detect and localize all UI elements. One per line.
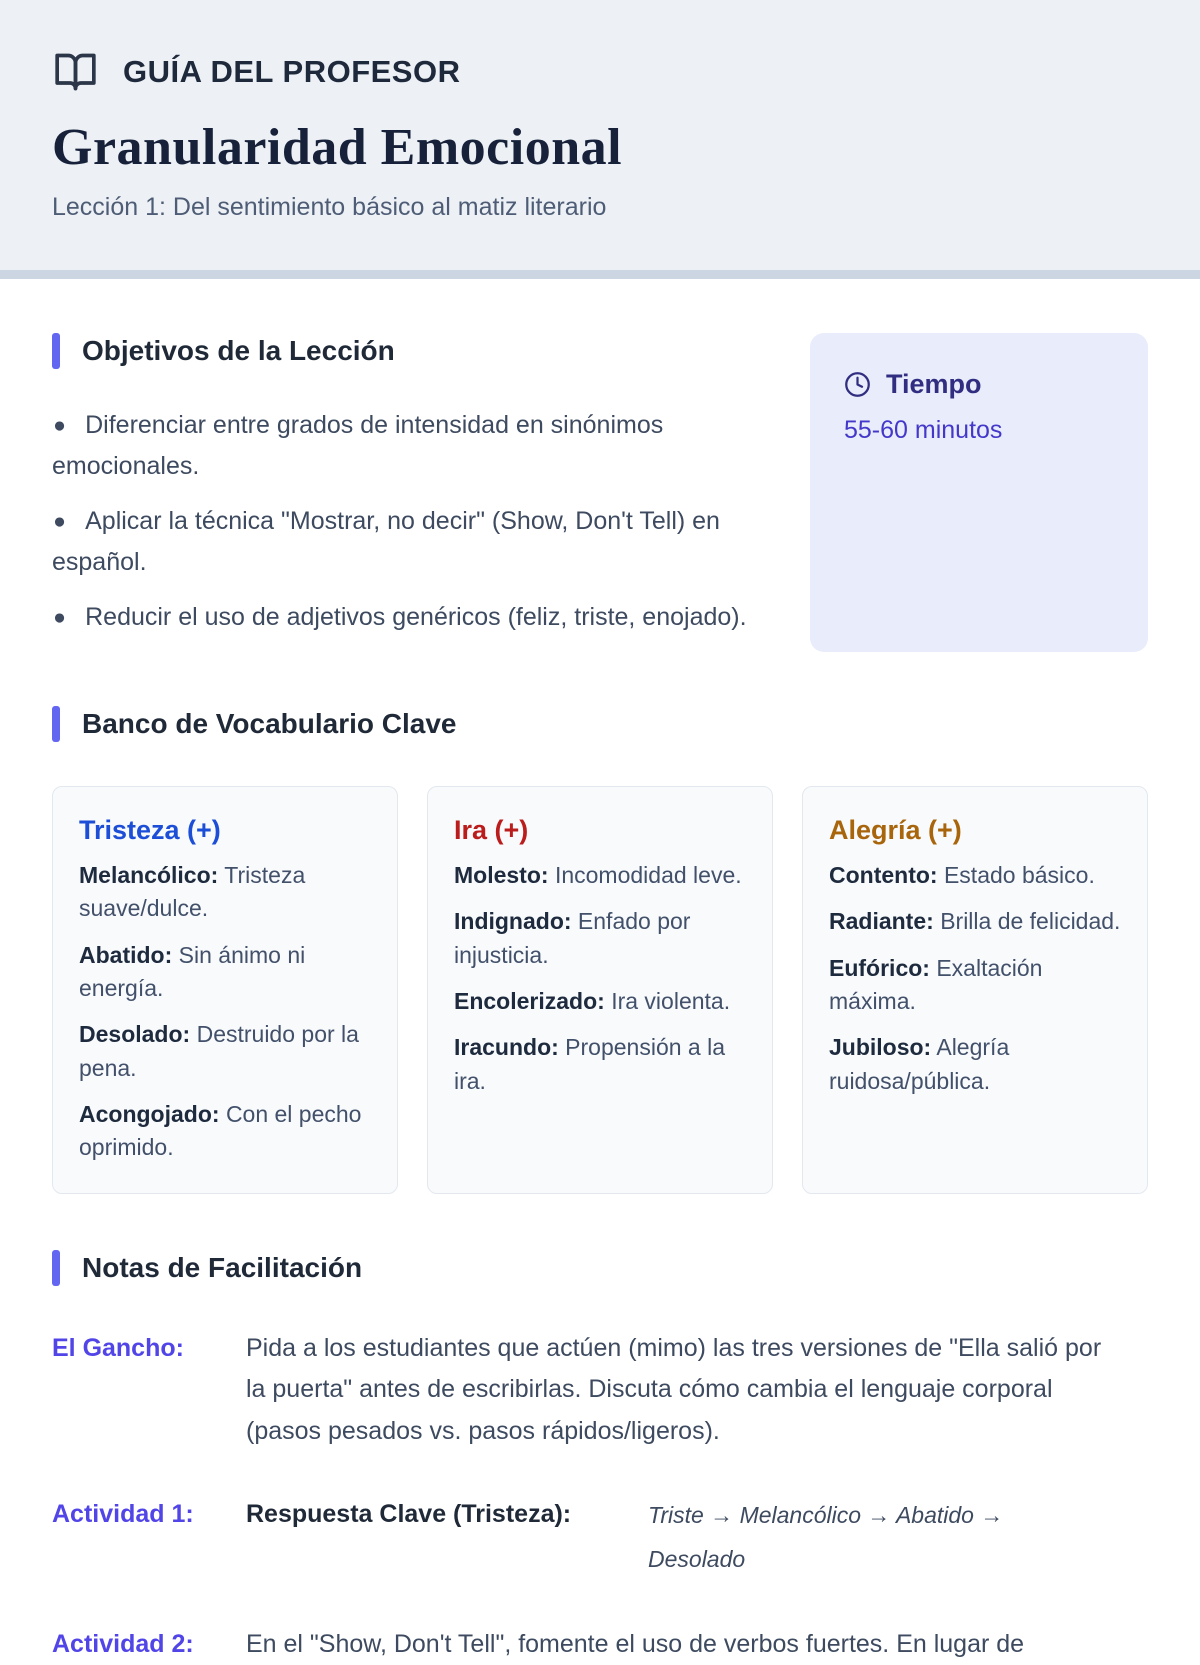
note-row-gancho [52,1328,1148,1453]
vocab-card-title: Tristeza (+) [79,815,221,845]
note-text: En el "Show, Don't Tell", fomente el uso de verbos fuertes. En lugar de [246,1629,1025,1658]
vocab-term [829,1031,1121,1098]
term-desc: Con el pecho oprimido. [79,1101,362,1161]
term-desc: Incomodidad leve. [554,862,742,888]
objective-item [52,597,768,638]
page-title: Granularidad Emocional [52,119,623,176]
vocab-card-title: Alegría (+) [829,815,962,845]
page-subtitle: Lección 1: Del sentimiento básico al matiz literario [52,193,607,221]
objectives-list [52,405,768,638]
page-header [0,0,1200,279]
term-desc: Propensión a la ira. [454,1034,726,1094]
vocab-term [79,939,371,1006]
term-desc: Exaltación máxima. [829,954,1043,1015]
vocab-term [454,905,746,972]
objectives-heading-row [52,333,768,369]
term-name: Contento: [829,862,938,888]
vocab-term [454,859,746,892]
bullet-icon: ● [53,413,66,437]
accent-bar [52,706,60,742]
term-name: Melancólico: [79,862,219,888]
term-name: Acongojado: [79,1101,220,1128]
objectives-section [52,333,1148,652]
notes-heading: Notas de Facilitación [82,1251,363,1283]
vocab-term [454,1031,746,1098]
objective-item [52,501,768,583]
note-row-actividad-1 [52,1494,1148,1581]
term-name: Encolerizado: [454,988,605,1015]
vocabulary-heading: Banco de Vocabulario Clave [82,708,457,739]
objective-item [52,405,768,487]
term-desc: Alegría ruidosa/pública. [829,1034,1010,1094]
term-desc: Enfado por injusticia. [454,908,691,968]
clock-icon [844,371,871,398]
vocab-term [454,985,746,1018]
term-name: Abatido: [79,941,173,968]
accent-bar [52,333,60,369]
main-content [0,279,1200,1665]
note-text: Pida a los estudiantes que actúen (mimo) las tres versiones de "Ella salió por la puerta" antes de escribirlas. Discuta cómo cambia el lenguaje corporal (pasos pesados vs. pasos rápidos/ligeros). [246,1333,1102,1445]
time-card [810,333,1148,652]
objective-text: Aplicar la técnica "Mostrar, no decir" (Show, Don't Tell) en español. [52,507,720,576]
notes-heading-row [52,1250,1148,1286]
vocab-card-title: Ira (+) [454,815,529,845]
note-label: Actividad 2: [52,1629,194,1658]
note-label: Actividad 1: [52,1500,194,1529]
note-label: El Gancho: [52,1333,184,1362]
term-desc: Destruido por la pena. [79,1021,359,1081]
term-desc: Estado básico. [943,862,1095,888]
note-sequence: Triste → Melancólico → Abatido → Desolado [648,1502,1004,1572]
bullet-icon: ● [53,509,66,533]
term-name: Jubiloso: [829,1034,932,1061]
book-open-icon [52,50,99,94]
time-card-header [844,369,1114,400]
objectives-heading: Objetivos de la Lección [82,335,395,366]
term-name: Iracundo: [454,1034,559,1061]
vocab-card-tristeza [52,786,398,1194]
notes-section [52,1250,1148,1665]
objective-text: Reducir el uso de adjetivos genéricos (feliz, triste, enojado). [85,603,747,631]
time-card-title: Tiempo [886,369,982,399]
vocabulary-heading-row [52,706,1148,742]
note-key-label: Respuesta Clave (Tristeza): [246,1500,572,1529]
term-desc: Brilla de felicidad. [940,908,1121,935]
term-name: Radiante: [829,908,934,935]
vocab-term [79,1098,371,1165]
term-desc: Sin ánimo ni energía. [79,941,306,1002]
vocabulary-section [52,706,1148,1194]
vocab-card-ira [427,786,773,1194]
vocab-term [829,952,1121,1019]
eyebrow-row [52,50,1148,94]
term-desc: Tristeza suave/dulce. [79,862,306,922]
note-split [246,1494,1148,1581]
accent-bar [52,1250,60,1286]
vocab-term [79,1018,371,1085]
document-kind-label: GUÍA DEL PROFESOR [123,54,461,89]
term-name: Eufórico: [829,954,930,981]
term-name: Desolado: [79,1021,191,1048]
term-name: Molesto: [454,862,549,888]
term-desc: Ira violenta. [611,988,731,1015]
vocabulary-grid [52,786,1148,1194]
vocab-card-alegria [802,786,1148,1194]
vocab-term [829,905,1121,938]
time-card-value: 55-60 minutos [844,416,1003,444]
note-row-actividad-2 [52,1624,1148,1665]
objective-text: Diferenciar entre grados de intensidad en sinónimos emocionales. [52,411,664,480]
vocab-term [79,859,371,926]
vocab-term [829,859,1121,892]
term-name: Indignado: [454,908,572,935]
objectives-column [52,333,768,652]
bullet-icon: ● [53,605,66,629]
